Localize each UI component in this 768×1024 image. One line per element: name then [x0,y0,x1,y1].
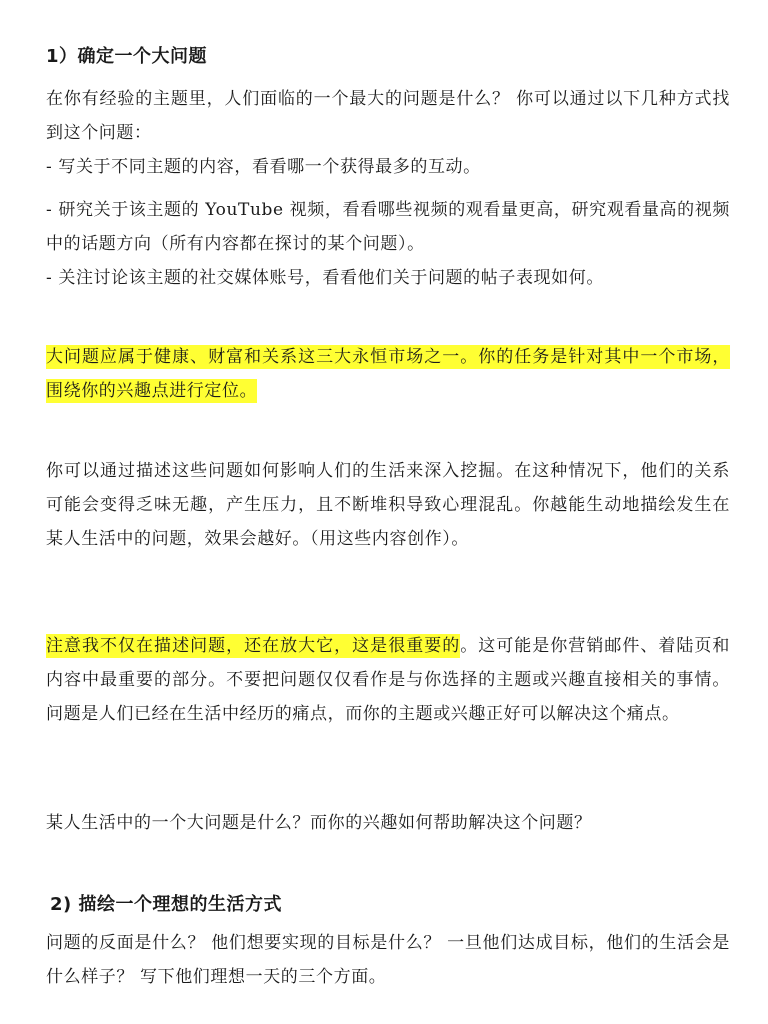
section2-intro: 问题的反面是什么？ 他们想要实现的目标是什么？ 一旦他们达成目标，他们的生活会是什么样子？ 写下他们理想一天的三个方面。 [46,933,730,987]
highlight-paragraph [46,340,730,408]
dig-deeper-paragraph: 你可以通过描述这些问题如何影响人们的生活来深入挖掘。在这种情况下，他们的关系可能会变得乏味无趣，产生压力，且不断堆积导致心理混乱。你越能生动地描绘发生在某人生活中的问题，效果会越好。（用这些内容创作）。 [46,461,730,549]
bullet-item-3: - 关注讨论该主题的社交媒体账号，看看他们关于问题的帖子表现如何。 [46,268,604,288]
key-question: 某人生活中的一个大问题是什么？而你的兴趣如何帮助解决这个问题？ [46,813,592,833]
amplify-paragraph [46,629,730,731]
amplify-rest-text: 。这可能是你营销邮件、着陆页和内容中最重要的部分。不要把问题仅仅看作是与你选择的主题或兴趣直接相关的事情。问题是人们已经在生活中经历的痛点，而你的主题或兴趣正好可以解决这个痛点。 [46,636,730,724]
section1-intro: 在你有经验的主题里，人们面临的一个最大的问题是什么？ 你可以通过以下几种方式找到这个问题： [46,89,730,143]
bullet-item-1: - 写关于不同主题的内容，看看哪一个获得最多的互动。 [46,157,481,177]
highlighted-text: 大问题应属于健康、财富和关系这三大永恒市场之一。你的任务是针对其中一个市场，围绕你的兴趣点进行定位。 [46,347,730,401]
section1-heading: 1）确定一个大问题 [46,46,208,67]
section2-heading: 2) 描绘一个理想的生活方式 [50,894,283,915]
amplify-highlighted-text: 注意我不仅在描述问题，还在放大它，这是很重要的 [46,636,461,656]
bullet-item-2: - 研究关于该主题的 YouTube 视频，看看哪些视频的观看量更高，研究观看量高的视频中的话题方向（所有内容都在探讨的某个问题）。 [46,200,730,254]
